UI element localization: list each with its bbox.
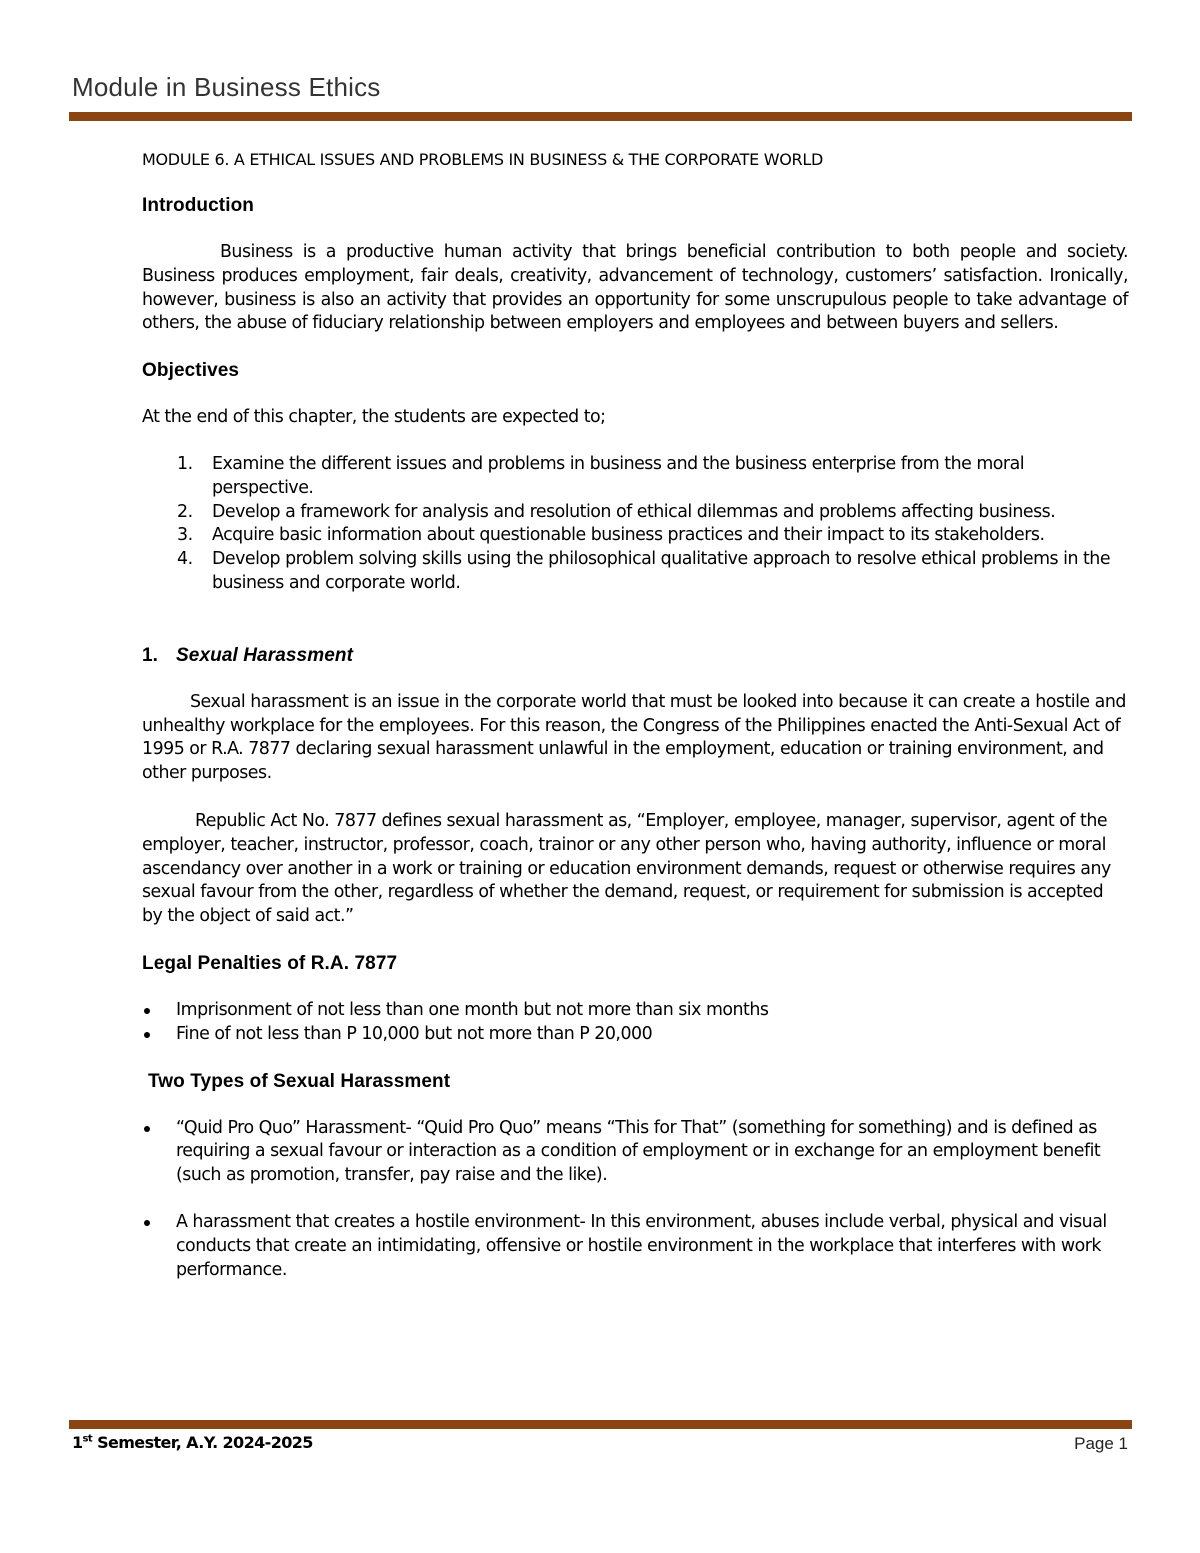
section-number: 1. <box>142 644 159 666</box>
list-item <box>142 524 1128 548</box>
bullet-icon <box>144 1032 150 1038</box>
semester-ordinal: st <box>82 1433 93 1445</box>
penalties-list <box>142 999 1128 1047</box>
footer-rule <box>69 1420 1132 1429</box>
objectives-heading: Objectives <box>142 360 240 382</box>
list-item <box>142 1211 1128 1282</box>
list-item <box>142 548 1128 596</box>
list-item <box>142 1117 1128 1188</box>
module-title: MODULE 6. A ETHICAL ISSUES AND PROBLEMS IN BUSINESS & THE CORPORATE WORLD <box>142 150 823 169</box>
section-heading-sexual-harassment <box>142 643 1128 669</box>
list-text: Fine of not less than P 10,000 but not more than P 20,000 <box>176 1023 653 1044</box>
introduction-heading: Introduction <box>142 195 255 216</box>
bullet-icon <box>144 1220 150 1226</box>
section-title: Sexual Harassment <box>176 644 354 666</box>
legal-penalties-heading: Legal Penalties of R.A. 7877 <box>142 952 398 974</box>
footer-semester <box>72 1433 313 1452</box>
list-text: “Quid Pro Quo” Harassment- “Quid Pro Quo” means “This for That” (something for something) and is defined as requiring a sexual favour or interaction as a condition of employment or in exchange for an employment benefit (such as promotion, transfer, pay raise and the like). <box>176 1117 1101 1186</box>
objectives-lead: At the end of this chapter, the students are expected to; <box>142 407 606 428</box>
bullet-icon <box>144 1126 150 1132</box>
list-item <box>142 501 1128 525</box>
two-types-heading: Two Types of Sexual Harassment <box>148 1070 451 1092</box>
ra-7877-definition-paragraph: Republic Act No. 7877 defines sexual harassment as, “Employer, employee, manager, supervisor, agent of the employer, teacher, instructor, professor, coach, trainor or any other person who, having authority, influence or moral ascendancy over another in a work or training or education environment demands, request or otherwise requires any sexual favour from the other, regardless of whether the demand, request, or requirement for submission is accepted by the object of said act.” <box>142 810 1111 927</box>
sexual-harassment-paragraph: Sexual harassment is an issue in the corporate world that must be looked into because it can create a hostile and unhealthy workplace for the employees. For this reason, the Congress of the Philippines enacted the Anti-Sexual Act of 1995 or R.A. 7877 declaring sexual harassment unlawful in the employment, education or training environment, and other purposes. <box>142 691 1126 784</box>
list-text: Develop a framework for analysis and resolution of ethical dilemmas and problems affecting business. <box>212 501 1056 522</box>
semester-number: 1 <box>72 1433 83 1452</box>
list-number: 1. <box>177 453 193 474</box>
list-number: 3. <box>177 525 193 546</box>
footer-page-number: Page 1 <box>1074 1434 1128 1453</box>
list-item <box>142 1023 1128 1047</box>
objectives-list <box>142 453 1128 596</box>
header-rule <box>69 112 1132 121</box>
list-text: Acquire basic information about questionable business practices and their impact to its stakeholders. <box>212 525 1045 546</box>
list-number: 4. <box>177 549 193 570</box>
document-body <box>142 148 1128 1282</box>
list-text: A harassment that creates a hostile environment- In this environment, abuses include verbal, physical and visual conducts that create an intimidating, offensive or hostile environment in the workplace that interferes with work performance. <box>176 1211 1107 1280</box>
semester-text: Semester, A.Y. 2024-2025 <box>92 1433 313 1452</box>
list-item <box>142 999 1128 1023</box>
list-text: Imprisonment of not less than one month but not more than six months <box>176 999 769 1020</box>
list-item <box>142 453 1128 501</box>
bullet-icon <box>144 1008 150 1014</box>
types-list <box>142 1117 1128 1283</box>
list-text: Examine the different issues and problems in business and the business enterprise from the moral perspective. <box>212 453 1025 498</box>
list-number: 2. <box>177 501 193 522</box>
introduction-paragraph: Business is a productive human activity that brings beneficial contribution to both people and society. Business produces employment, fair deals, creativity, advancement of technology, customers’ satisfaction. Ironically, however, business is also an activity that provides an opportunity for some unscrupulous people to take advantage of others, the abuse of fiduciary relationship between employers and employees and between buyers and sellers. <box>142 242 1128 334</box>
list-text: Develop problem solving skills using the philosophical qualitative approach to resolve ethical problems in the business and corporate world. <box>212 549 1111 593</box>
page-header-title: Module in Business Ethics <box>72 72 381 102</box>
